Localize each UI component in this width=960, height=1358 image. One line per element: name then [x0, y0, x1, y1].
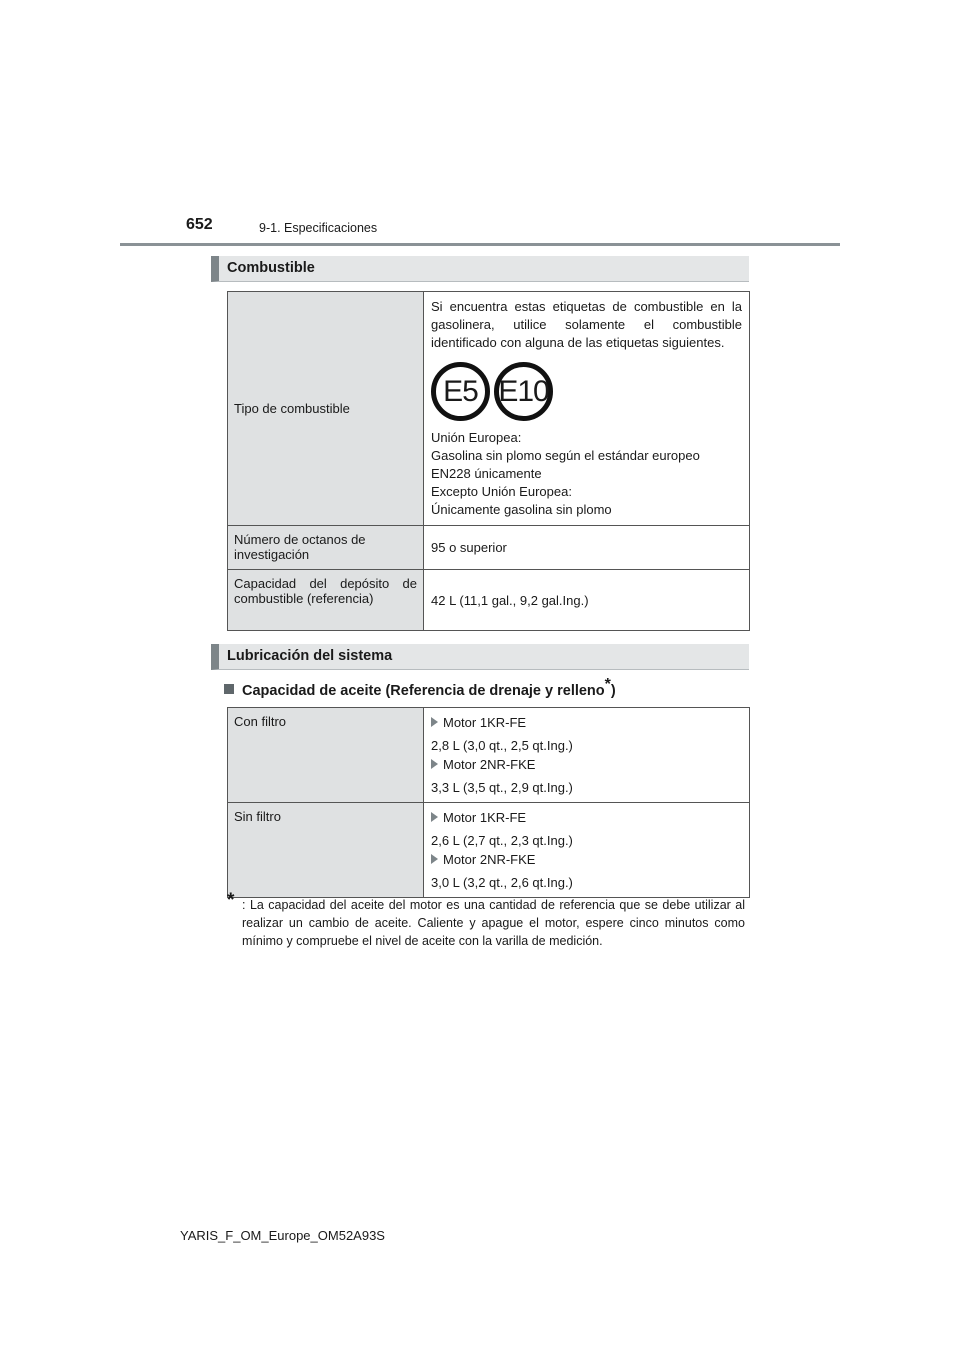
engine-name: Motor 2NR-FKE	[443, 852, 536, 867]
with-filter-label: Con filtro	[234, 714, 287, 729]
table-row	[228, 526, 750, 570]
with-filter-value-cell	[424, 708, 750, 803]
e10-fuel-label-icon: E10	[494, 362, 553, 421]
octane-label: Número de octanos de investigación	[234, 532, 366, 562]
lubrication-heading-text: Lubricación del sistema	[227, 648, 393, 664]
fuel-table	[227, 291, 750, 631]
table-row	[228, 708, 750, 803]
fuel-label-badges	[431, 362, 742, 421]
asterisk-mark: *	[604, 676, 611, 693]
fuel-region-other-text: Únicamente gasolina sin plomo	[431, 502, 612, 517]
fuel-heading-text: Combustible	[227, 260, 315, 276]
octane-value: 95 o superior	[431, 540, 507, 555]
square-bullet-icon	[224, 684, 234, 694]
tank-capacity-label-cell	[228, 570, 424, 631]
octane-label-cell	[228, 526, 424, 570]
fuel-type-details	[431, 429, 742, 519]
triangle-bullet-icon	[431, 812, 438, 822]
oil-footnote	[227, 890, 745, 950]
footnote-asterisk: *	[227, 890, 235, 911]
fuel-region-eu-text: Gasolina sin plomo según el estándar europeo EN228 únicamente	[431, 448, 700, 481]
engine-name: Motor 1KR-FE	[443, 810, 527, 825]
fuel-region-other-label: Excepto Unión Europea:	[431, 484, 572, 499]
table-row	[228, 803, 750, 898]
fuel-type-label-cell	[228, 292, 424, 526]
tank-capacity-value-cell	[424, 570, 750, 631]
table-row	[228, 570, 750, 631]
header-rule	[120, 243, 840, 246]
oil-capacity-value: 2,8 L (3,0 qt., 2,5 qt.Ing.)	[431, 738, 573, 753]
fuel-type-value-cell	[424, 292, 750, 526]
oil-table	[227, 707, 750, 898]
document-footer: YARIS_F_OM_Europe_OM52A93S	[180, 1228, 385, 1243]
engine-2nr-line	[431, 851, 742, 868]
without-filter-value-cell	[424, 803, 750, 898]
fuel-type-label: Tipo de combustible	[234, 401, 350, 416]
triangle-bullet-icon	[431, 717, 438, 727]
without-filter-label: Sin filtro	[234, 809, 281, 824]
oil-capacity-subheading	[224, 676, 616, 699]
engine-1kr-line	[431, 714, 742, 731]
tank-capacity-value: 42 L (11,1 gal., 9,2 gal.Ing.)	[431, 592, 589, 608]
fuel-region-eu-label: Unión Europea:	[431, 430, 522, 445]
oil-capacity-value: 2,6 L (2,7 qt., 2,3 qt.Ing.)	[431, 833, 573, 848]
octane-value-cell	[424, 526, 750, 570]
oil-capacity-value: 3,0 L (3,2 qt., 2,6 qt.Ing.)	[431, 875, 573, 890]
triangle-bullet-icon	[431, 759, 438, 769]
lubrication-heading	[211, 644, 749, 670]
footnote-text: : La capacidad del aceite del motor es una cantidad de referencia que se debe utilizar al realizar un cambio de aceite. Caliente y apague el motor, espere cinco minutos como mínimo y compruebe el nivel de aceite con la varilla de medición.	[242, 898, 745, 948]
tank-capacity-label: Capacidad del depósito de combustible (referencia)	[234, 576, 417, 606]
without-filter-label-cell	[228, 803, 424, 898]
oil-capacity-value: 3,3 L (3,5 qt., 2,9 qt.Ing.)	[431, 780, 573, 795]
engine-1kr-line	[431, 809, 742, 826]
oil-capacity-subheading-text: Capacidad de aceite (Referencia de drenaje y relleno	[242, 682, 605, 699]
engine-2nr-line	[431, 756, 742, 773]
with-filter-label-cell	[228, 708, 424, 803]
page-number: 652	[186, 216, 213, 233]
fuel-type-intro: Si encuentra estas etiquetas de combustible en la gasolinera, utilice solamente el combustible identificado con alguna de las etiquetas siguientes.	[431, 299, 742, 350]
triangle-bullet-icon	[431, 854, 438, 864]
engine-name: Motor 1KR-FE	[443, 715, 527, 730]
e5-fuel-label-icon: E5	[431, 362, 490, 421]
subheading-close: )	[610, 682, 616, 699]
engine-name: Motor 2NR-FKE	[443, 757, 536, 772]
fuel-heading	[211, 256, 749, 282]
section-header: 9-1. Especificaciones	[259, 221, 378, 235]
table-row	[228, 292, 750, 526]
